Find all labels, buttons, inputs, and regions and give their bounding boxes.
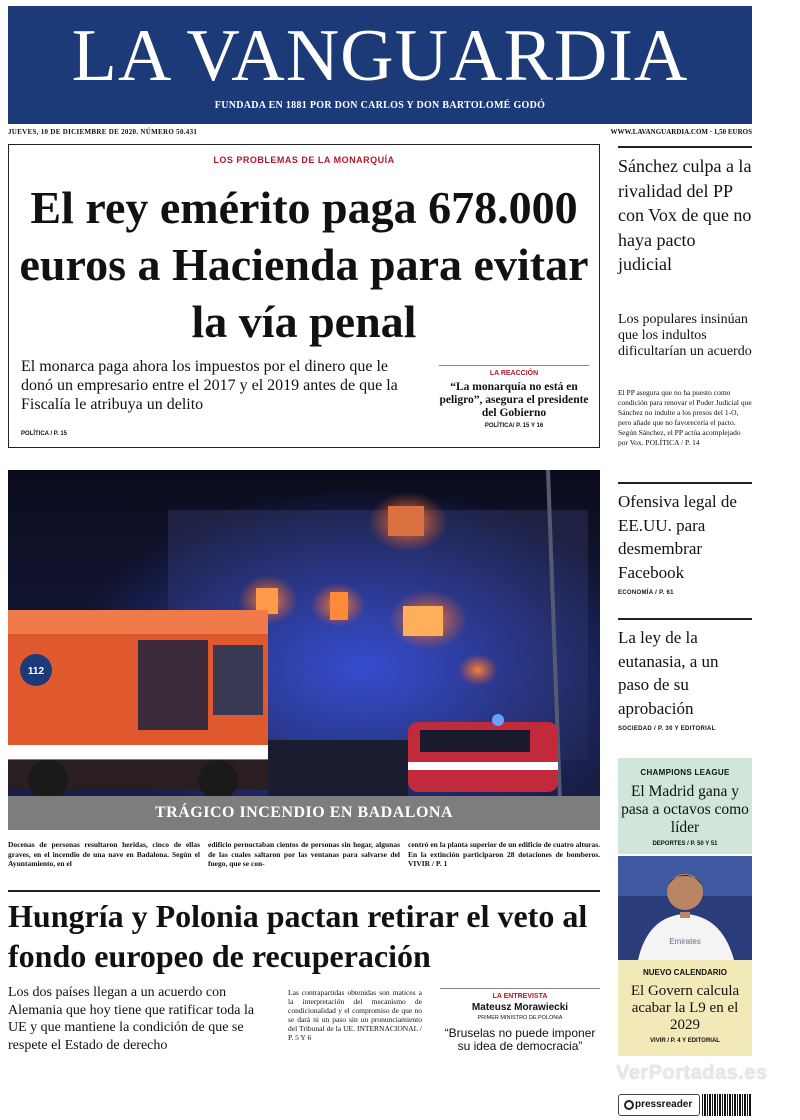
newspaper-title: LA VANGUARDIA <box>71 15 689 97</box>
cl-pages: DEPORTES / P. 50 Y 51 <box>652 841 718 847</box>
cl-headline: El Madrid gana y pasa a octavos como líder <box>621 783 749 836</box>
svg-text:Emirates: Emirates <box>669 937 701 946</box>
pressreader-label: pressreader <box>635 1099 693 1110</box>
right-rule-1 <box>618 146 752 148</box>
main-headline[interactable]: El rey emérito paga 678.000 euros a Hacienda para evitar la vía penal <box>19 182 589 347</box>
fire-scene-image <box>8 470 600 830</box>
website-price: WWW.LAVANGUARDIA.COM · 1,50 EUROS <box>610 128 752 136</box>
photo-text-col-1: Docenas de personas resultaron heridas, cinco de ellas graves, en el incendio de una nave en Badalona. Según el Ayuntamiento, en el <box>8 840 200 868</box>
cal-pages: VIVIR / P. 4 Y EDITORIAL <box>650 1038 720 1044</box>
photo-text-col-3: centró en la planta superior de un edificio de cuatro alturas. En la extinción participaron 28 dotaciones de bomberos. VIVIR / P. 1 <box>408 840 600 868</box>
pressreader-badge[interactable] <box>618 1094 700 1116</box>
photo-text-col-2: edificio pernoctaban cientos de personas sin hogar, algunas de las cuales saltaron por las ventanas para salvarse del fuego, que se con- <box>208 840 400 868</box>
right-story-3-headline[interactable]: La ley de la eutanasia, a un paso de su aprobación <box>618 628 719 718</box>
interview-name: Mateusz Morawiecki <box>471 1002 569 1013</box>
svg-text:112: 112 <box>27 666 45 677</box>
barcode <box>702 1094 752 1116</box>
main-subhead: El monarca paga ahora los impuestos por el dinero que le donó un empresario entre el 2017 y el 2019 antes de que la Fiscalía le atribuya un delito <box>21 358 398 413</box>
reaction-pages: POLÍTICA/ P. 15 Y 16 <box>484 423 544 429</box>
interview-box[interactable] <box>440 988 600 1053</box>
main-section: POLÍTICA / P. 15 <box>21 431 68 437</box>
second-body-detail: Las contrapartidas obtenidas son matices a la interpretación del mecanismo de condicionalidad y el compromiso de que no se dará ni un paso sin un pronunciamiento del Tribunal de la UE. INTERNACIONAL / P. 5 Y 6 <box>288 988 422 1042</box>
main-kicker: LOS PROBLEMAS DE LA MONARQUÍA <box>213 155 395 165</box>
right-story-1-body: El PP asegura que no ha puesto como condición para renovar el Poder Judicial que Sánchez no indulte a los presos del 1-O, pero añade que no favorecería el pacto. Según Sánchez, el PP actúa acomplejado por Vox. POLÍTICA / P. 14 <box>618 388 752 447</box>
right-story-2-headline[interactable]: Ofensiva legal de EE.UU. para desmembrar Facebook <box>618 492 737 582</box>
reaction-label: LA REACCIÓN <box>489 370 539 377</box>
interview-quote: “Bruselas no puede imponer su idea de democracia” <box>444 1026 596 1053</box>
second-body-main: Los dos países llegan a un acuerdo con Alemania que hoy tiene que ratificar toda la UE y que mantiene la condición de que se respete el Estado de derecho <box>8 985 255 1053</box>
second-headline[interactable]: Hungría y Polonia pactan retirar el veto al fondo europeo de recuperación <box>8 898 588 974</box>
right-rule-3 <box>618 618 752 620</box>
masthead <box>8 6 752 124</box>
right-story-3-section: SOCIEDAD / P. 30 Y EDITORIAL <box>618 726 716 732</box>
fire-photo[interactable] <box>8 470 600 830</box>
right-story-1-headline[interactable]: Sánchez culpa a la rivalidad del PP con Vox de que no haya pacto judicial <box>618 156 752 274</box>
interview-label: LA ENTREVISTA <box>440 988 600 1000</box>
reaction-text: “La monarquía no está en peligro”, asegura el presidente del Gobierno <box>439 381 589 419</box>
player-image <box>618 856 752 960</box>
right-story-2-section: ECONOMÍA / P. 61 <box>618 590 674 596</box>
founded-line: FUNDADA EN 1881 POR DON CARLOS Y DON BARTOLOMÉ GODÓ <box>214 100 546 111</box>
cl-label: CHAMPIONS LEAGUE <box>640 768 730 777</box>
main-story[interactable] <box>8 144 600 448</box>
reaction-box[interactable] <box>439 365 589 429</box>
right-rule-2 <box>618 482 752 484</box>
player-photo <box>618 856 752 960</box>
right-story-1-subhead: Los populares insinúan que los indultos dificultarían un acuerdo <box>618 312 752 359</box>
champions-league-box[interactable] <box>618 758 752 854</box>
pressreader-icon <box>624 1100 634 1110</box>
interview-role: PRIMER MINISTRO DE POLONIA <box>477 1015 563 1021</box>
cal-label: NUEVO CALENDARIO <box>642 968 727 977</box>
second-story-rule <box>8 890 600 892</box>
calendar-box[interactable] <box>618 960 752 1056</box>
cal-headline: El Govern calcula acabar la L9 en el 2029 <box>630 983 740 1033</box>
dateline: JUEVES, 10 DE DICIEMBRE DE 2020. NÚMERO 50.431 <box>8 128 198 136</box>
watermark: VerPortadas.es <box>616 1062 768 1084</box>
photo-caption: TRÁGICO INCENDIO EN BADALONA <box>8 796 600 830</box>
